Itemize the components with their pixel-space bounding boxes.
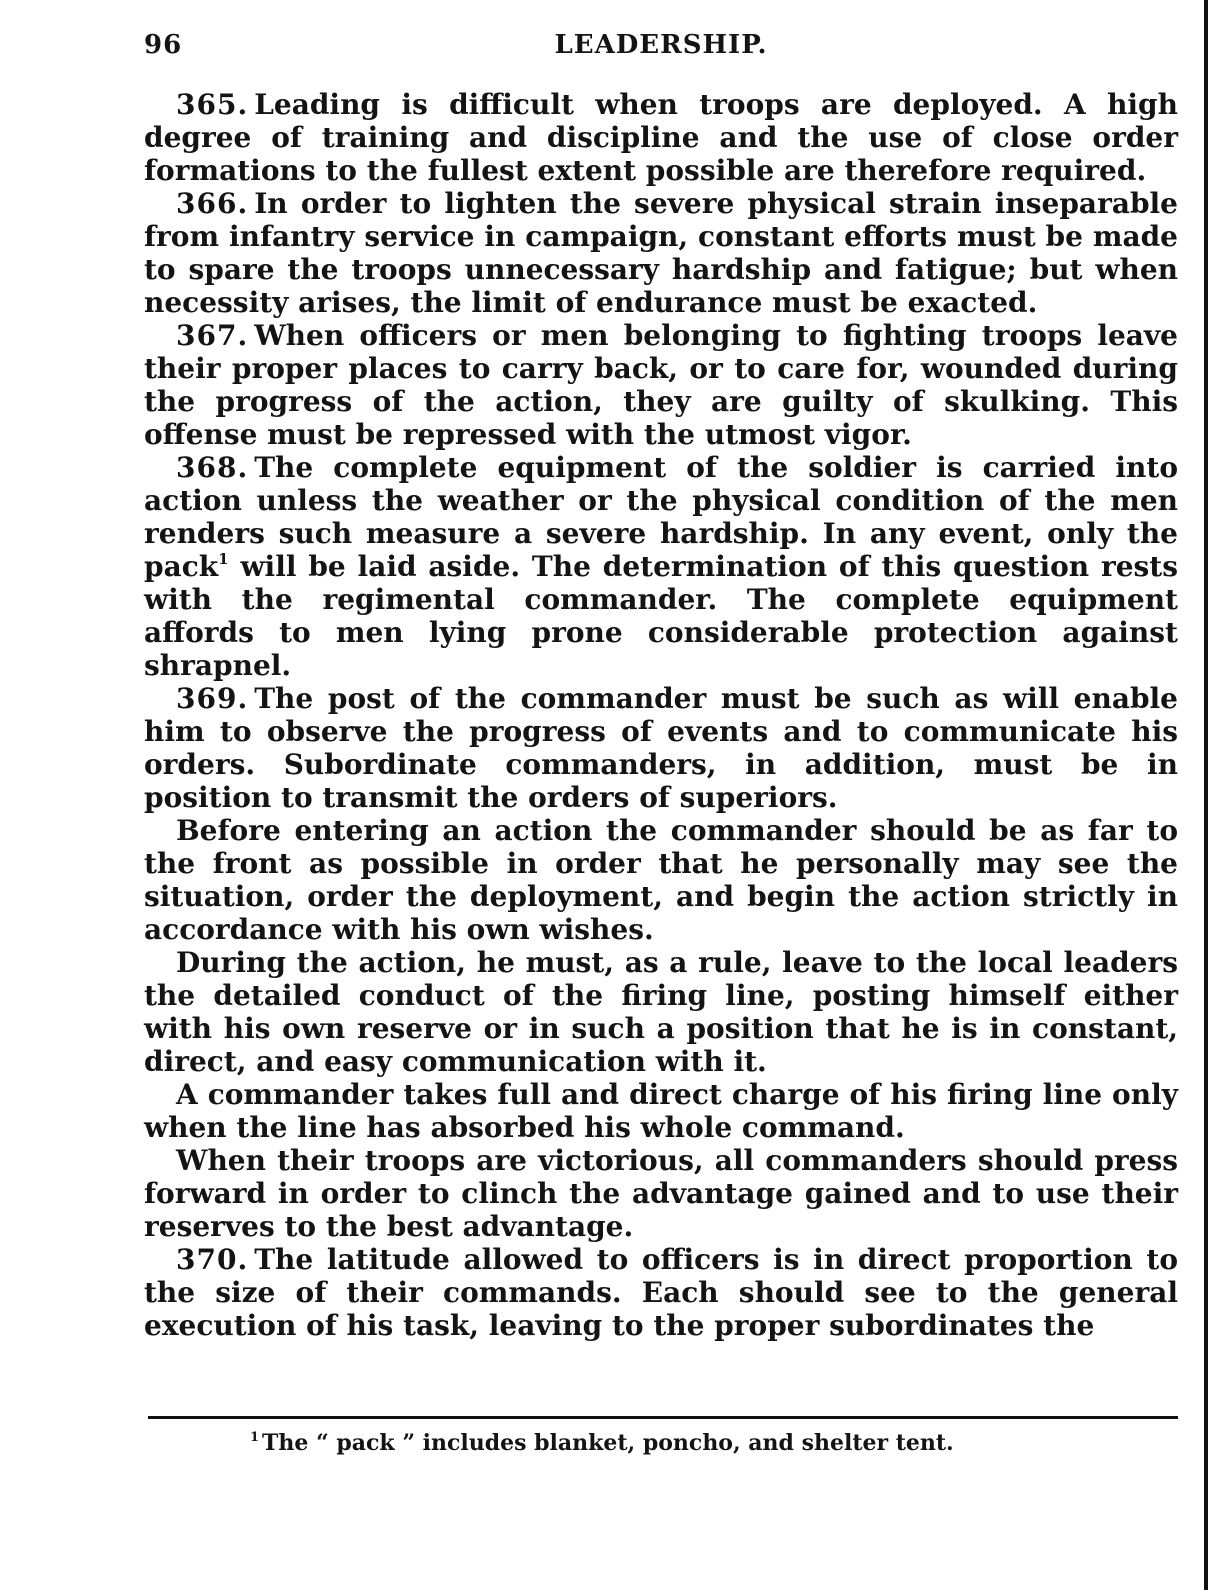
paragraph-367 <box>144 319 1178 451</box>
paragraph-text: A commander takes full and direct charge of his firing line only when the line has absorbed his whole command. <box>144 1078 1178 1144</box>
paragraph-number: 366. <box>176 187 249 220</box>
paragraph-text: When their troops are victorious, all commanders should press forward in order to clinch the advantage gained and to use their reserves to the best advantage. <box>144 1144 1178 1243</box>
paragraph-number: 369. <box>176 682 249 715</box>
paragraph-text: The post of the commander must be such as will enable him to observe the progress of events and to communicate his orders. Subordinate commanders, in addition, must be in position to transmit the orders of superiors. <box>144 682 1178 814</box>
body-text <box>144 88 1178 1342</box>
paragraph-365 <box>144 88 1178 187</box>
paragraph-text: The complete equipment of the soldier is carried into action unless the weather or the physical condition of the men renders such measure a severe hardship. In any event, only the pack <box>144 451 1178 583</box>
paragraph-text: Before entering an action the commander should be as far to the front as possible in order that he personally may see the situation, order the deployment, and begin the action strictly in accordance with his own wishes. <box>144 814 1178 946</box>
paragraph-text-continued: will be laid aside. The determination of this question rests with the regimental commander. The complete equipment affords to men lying prone considerable protection against shrapnel. <box>144 550 1178 682</box>
paragraph-text: When officers or men belonging to fighting troops leave their proper places to carry back, or to care for, wounded during the progress of the action, they are guilty of skulking. This offense must be repressed with the utmost vigor. <box>144 319 1178 451</box>
paragraph-text: Leading is difficult when troops are deployed. A high degree of training and discipline and the use of close order formations to the fullest extent possible are therefore required. <box>144 88 1178 187</box>
paragraph-369-e <box>144 1144 1178 1243</box>
paragraph-text: In order to lighten the severe physical strain inseparable from infantry service in campaign, constant efforts must be made to spare the troops unnecessary hardship and fatigue; but when necessity arises, the limit of endurance must be exacted. <box>144 187 1178 319</box>
paragraph-370 <box>144 1243 1178 1342</box>
paragraph-366 <box>144 187 1178 319</box>
paragraph-number: 365. <box>176 88 249 121</box>
footnote-divider <box>148 1416 1178 1419</box>
paragraph-368 <box>144 451 1178 682</box>
paragraph-text: The latitude allowed to officers is in direct proportion to the size of their commands. Each should see to the general execution of his task, leaving to the proper subordinates the <box>144 1243 1178 1342</box>
paragraph-text: During the action, he must, as a rule, leave to the local leaders the detailed conduct of the firing line, posting himself either with his own reserve or in such a position that he is in constant, direct, and easy communication with it. <box>144 946 1178 1078</box>
running-head: LEADERSHIP. <box>554 30 768 60</box>
page-edge-rule <box>1204 0 1208 1590</box>
page-header <box>144 28 1178 72</box>
footnote <box>250 1430 954 1456</box>
book-page <box>144 28 1178 1342</box>
page-number: 96 <box>144 30 183 60</box>
footnote-text: The “ pack ” includes blanket, poncho, and shelter tent. <box>262 1430 954 1456</box>
paragraph-number: 367. <box>176 319 249 352</box>
paragraph-number: 370. <box>176 1243 249 1276</box>
footnote-mark: 1 <box>250 1430 260 1445</box>
footnote-reference: 1 <box>218 550 229 568</box>
paragraph-number: 368. <box>176 451 249 484</box>
paragraph-369 <box>144 682 1178 814</box>
paragraph-369-c <box>144 946 1178 1078</box>
paragraph-369-b <box>144 814 1178 946</box>
paragraph-369-d <box>144 1078 1178 1144</box>
